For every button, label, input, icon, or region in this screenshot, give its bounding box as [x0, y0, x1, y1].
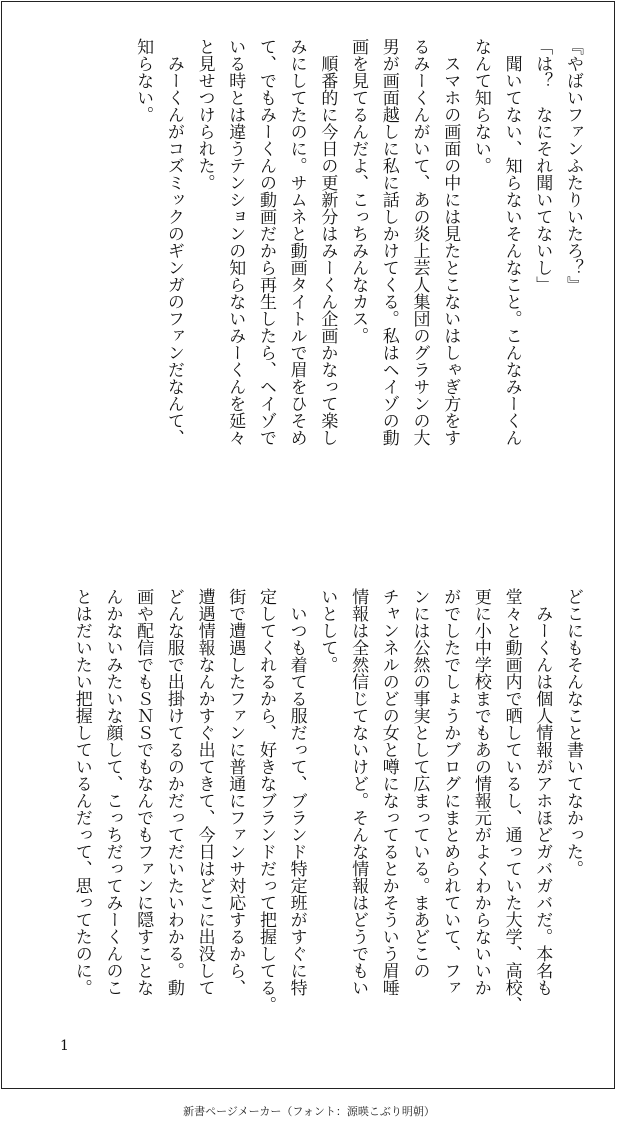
text-line: みーくんは個人情報がアホほどガバガバだ。本名も [532, 588, 553, 996]
text-line: 順番的に今日の更新分はみーくん企画かなって楽し [317, 38, 338, 446]
text-line: どこにもそんなこと書いてなかった。 [563, 588, 583, 877]
text-line: んかないみたいな顔して、こっちだってみーくんのこ [102, 588, 123, 996]
text-line: 画や配信でもＳＮＳでもなんでもファンに隠すことな [133, 588, 154, 996]
book-page [1, 1, 615, 1089]
text-line: どんな服で出掛けてるのかだってだいたいわかる。動 [163, 588, 184, 996]
footer-credit: 新書ページメーカー（フォント：源暎こぶり明朝） [183, 1105, 435, 1118]
text-line: チャンネルのどの女と噂になってるとかそういう眉唾 [378, 588, 399, 996]
text-line: 情報は全然信じてないけど。そんな情報はどうでもい [348, 588, 369, 996]
text-line: がでしたでしょうかブログにまとめられていて、ファ [440, 588, 461, 996]
text-line: 男が画面越しに私に話しかけてくる。私はヘイゾの動 [378, 38, 399, 446]
text-line: なんて知らない。 [470, 38, 491, 174]
text-line: 更に小中学校までもあの情報元がよくわからないいか [470, 588, 491, 996]
text-line: るみーくんがいて、あの炎上芸人集団のグラサンの大 [409, 38, 430, 446]
text-line: 『やばいファンふたりいたろ？』 [563, 38, 583, 293]
text-line: て、でもみーくんの動画だから再生したら、ヘイゾで [255, 38, 276, 446]
text-line: いつも着てる服だって、ブランド特定班がすぐに特 [286, 588, 307, 996]
text-line: と見せつけられた。 [194, 38, 215, 191]
text-line: 聞いてない、知らないそんなこと。こんなみーくん [501, 38, 522, 446]
text-line: いとして。 [317, 588, 338, 673]
lower-text-column [36, 588, 588, 1028]
text-line: 遭遇情報なんかすぐ出てきて、今日はどこに出没して [194, 588, 215, 996]
text-line: とはだいたい把握しているんだって、思ってたのに。 [71, 588, 92, 996]
text-line: 「は？ なにそれ聞いてないし」 [532, 38, 553, 293]
upper-text-column [36, 38, 588, 506]
text-line: 堂々と動画内で晒しているし、通っていた大学、高校、 [501, 588, 522, 1013]
text-line: みーくんがコズミックのギンガのファンだなんて、 [163, 38, 184, 446]
text-line: いる時とは違うテンションの知らないみーくんを延々 [225, 38, 246, 446]
text-line: 画を見てるんだよ、こっちみんなカス。 [348, 38, 369, 344]
text-line: 知らない。 [133, 38, 154, 123]
text-line: 定してくれるから、好きなブランドだって把握してる。 [255, 588, 276, 1013]
text-line: 街で遭遇したファンに普通にファンサ対応するから、 [225, 588, 246, 996]
text-line: ンには公然の事実として広まっている。まあどこの [409, 588, 430, 979]
text-line: みにしてたのに。サムネと動画タイトルで眉をひそめ [286, 38, 307, 446]
page-number: 1 [60, 1038, 69, 1054]
text-line: スマホの画面の中には見たとこないはしゃぎ方をす [440, 38, 461, 446]
